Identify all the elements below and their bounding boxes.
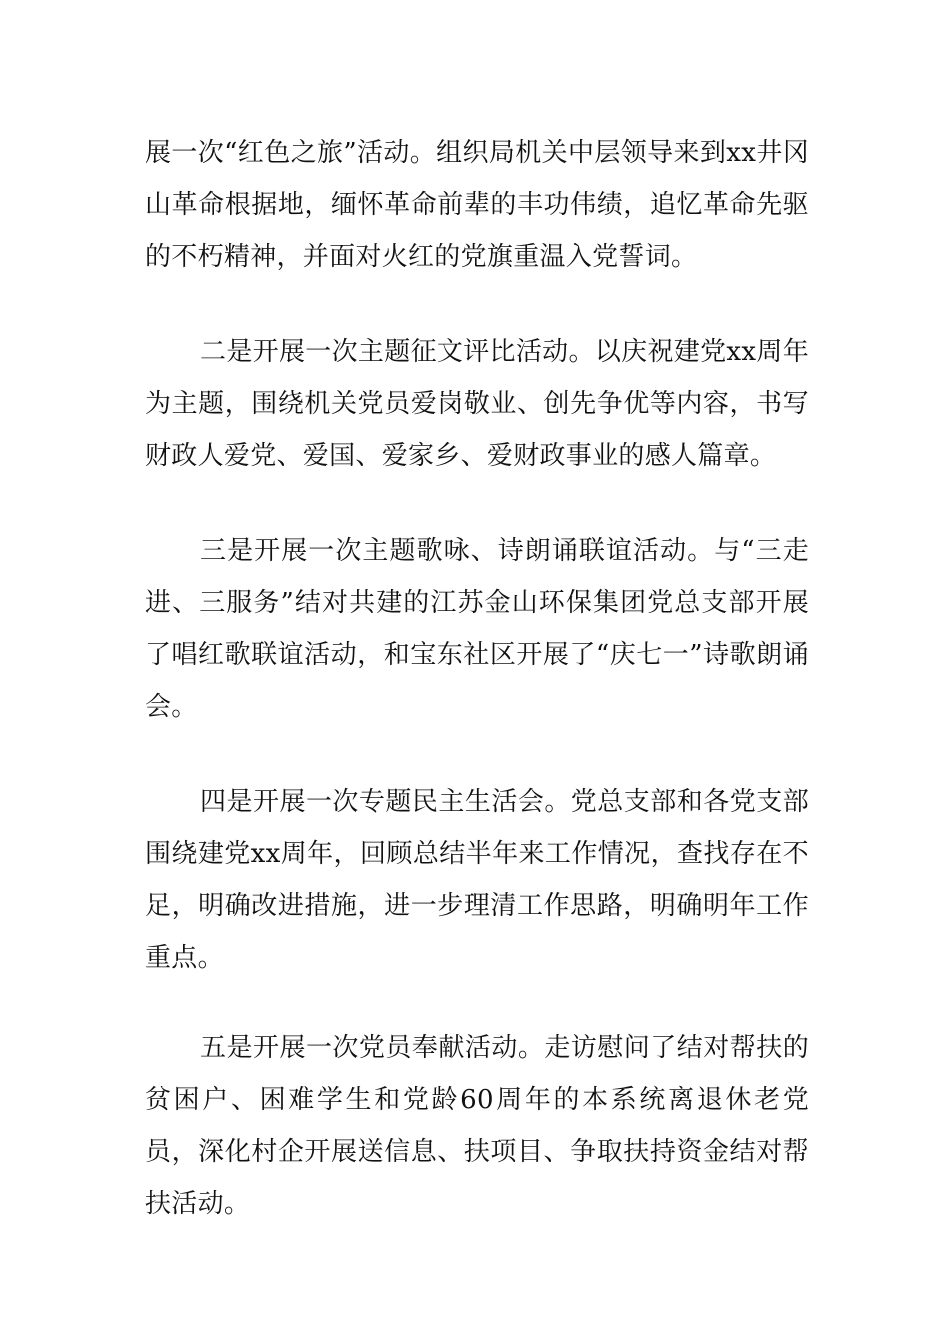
paragraph-item-3: 三是开展一次主题歌咏、诗朗诵联谊活动。与“三走进、三服务”结对共建的江苏金山环保集团党总支部开展了唱红歌联谊活动，和宝东社区开展了“庆七一”诗歌朗诵会。 <box>145 536 809 722</box>
paragraph-continuation: 展一次“红色之旅”活动。组织局机关中层领导来到xx井冈山革命根据地，缅怀革命前辈的丰功伟绩，追忆革命先驱的不朽精神，并面对火红的党旗重温入党誓词。 <box>145 138 809 272</box>
paragraph-item-4: 四是开展一次专题民主生活会。党总支部和各党支部围绕建党xx周年，回顾总结半年来工作情况，查找存在不足，明确改进措施，进一步理清工作思路，明确明年工作重点。 <box>145 787 809 973</box>
paragraph-item-5: 五是开展一次党员奉献活动。走访慰问了结对帮扶的贫困户、困难学生和党龄60周年的本系统离退休老党员，深化村企开展送信息、扶项目、争取扶持资金结对帮扶活动。 <box>145 1033 809 1219</box>
paragraph-item-2: 二是开展一次主题征文评比活动。以庆祝建党xx周年为主题，围绕机关党员爱岗敬业、创先争优等内容，书写财政人爱党、爱国、爱家乡、爱财政事业的感人篇章。 <box>145 337 809 471</box>
